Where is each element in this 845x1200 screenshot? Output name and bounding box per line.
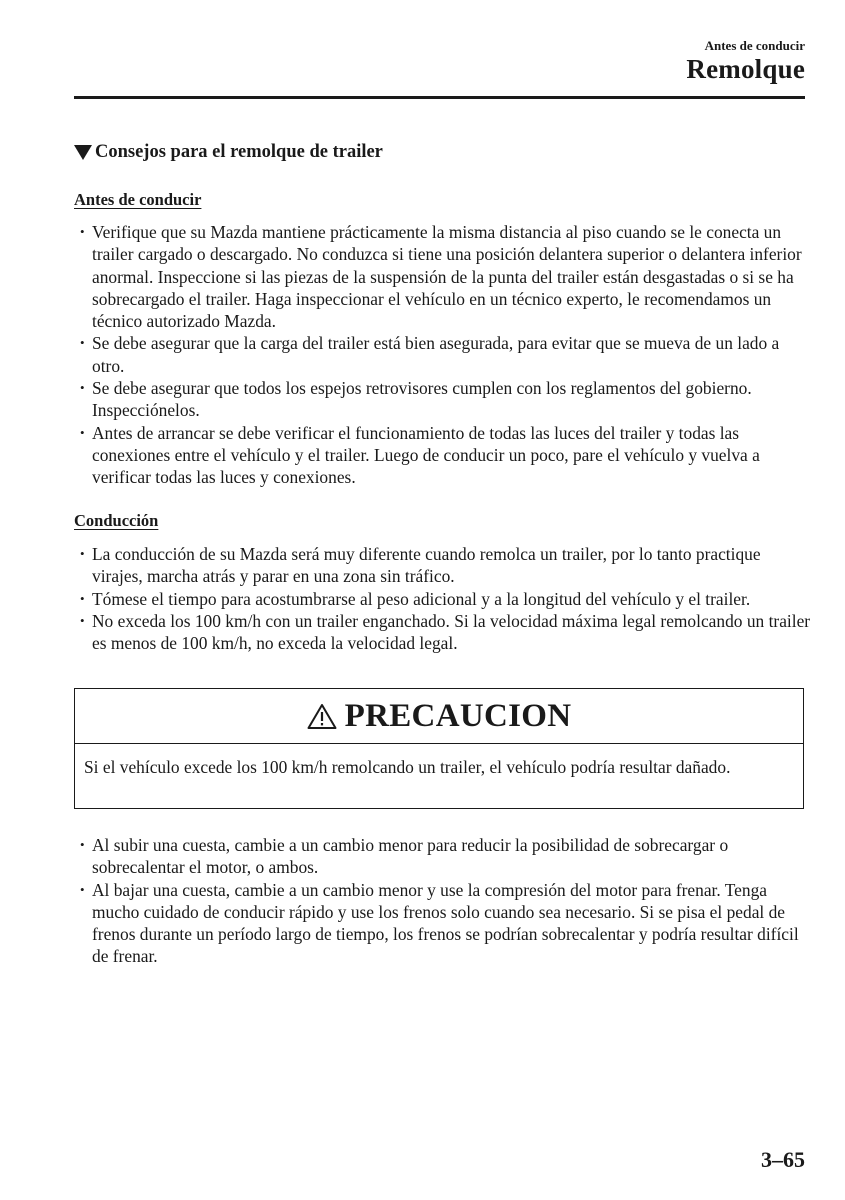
caution-text: Si el vehículo excede los 100 km/h remolcando un trailer, el vehículo podría resultar dañado. bbox=[84, 757, 731, 777]
caution-label: PRECAUCION bbox=[344, 697, 572, 734]
down-triangle-icon bbox=[74, 145, 92, 160]
caution-box bbox=[74, 688, 804, 809]
antes-de-conducir-list bbox=[82, 221, 812, 489]
list-item: • Antes de arrancar se debe verificar el funcionamiento de todas las luces del trailer y todas las conexiones entre el vehículo y el trailer. Luego de conducir un poco, pare el vehículo y vuelva a verificar todas las luces y conexiones. bbox=[82, 422, 812, 489]
list-item: • La conducción de su Mazda será muy diferente cuando remolca un trailer, por lo tanto practique virajes, marcha atrás y parar en una zona sin tráfico. bbox=[82, 543, 812, 588]
list-item: • Verifique que su Mazda mantiene prácticamente la misma distancia al piso cuando se le conecta un trailer cargado o descargado. No conduzca si tiene una posición delantera superior o delantera inferior anormal. Inspeccione si las piezas de la suspensión de la punta del trailer están desgastadas o si se ha sobrecargado el trailer. Haga inspeccionar el vehículo en un técnico experto, le recomendamos un técnico autorizado Mazda. bbox=[82, 221, 812, 332]
page-number: 3–65 bbox=[761, 1147, 805, 1172]
caution-header bbox=[75, 689, 803, 744]
list-item: • Al bajar una cuesta, cambie a un cambio menor y use la compresión del motor para frenar. Tenga mucho cuidado de conducir rápido y use los frenos solo cuando sea necesario. Si se pisa el pedal de frenos durante un período largo de tiempo, los frenos se podrían sobrecalentar y podría resultar difícil de frenar. bbox=[82, 879, 812, 968]
list-item: • Tómese el tiempo para acostumbrarse al peso adicional y a la longitud del vehículo y el trailer. bbox=[82, 588, 812, 610]
subheading-antes-de-conducir: Antes de conducir bbox=[74, 190, 202, 209]
warning-triangle-icon bbox=[307, 703, 337, 730]
subheading-conduccion: Conducción bbox=[74, 511, 159, 530]
section-heading bbox=[74, 142, 383, 163]
conduccion-list bbox=[82, 543, 812, 654]
chapter-label: Antes de conducir bbox=[704, 38, 805, 53]
list-item: • Se debe asegurar que la carga del trailer está bien asegurada, para evitar que se mueva de un lado a otro. bbox=[82, 332, 812, 377]
after-caution-list bbox=[82, 834, 812, 968]
list-item: • Se debe asegurar que todos los espejos retrovisores cumplen con los reglamentos del gobierno. Inspecciónelos. bbox=[82, 377, 812, 422]
page-title: Remolque bbox=[686, 54, 805, 84]
list-item: • Al subir una cuesta, cambie a un cambio menor para reducir la posibilidad de sobrecargar o sobrecalentar el motor, o ambos. bbox=[82, 834, 812, 879]
section-heading-text: Consejos para el remolque de trailer bbox=[95, 142, 383, 162]
list-item: • No exceda los 100 km/h con un trailer enganchado. Si la velocidad máxima legal remolcando un trailer es menos de 100 km/h, no exceda la velocidad legal. bbox=[82, 610, 812, 655]
header-divider bbox=[74, 96, 805, 99]
